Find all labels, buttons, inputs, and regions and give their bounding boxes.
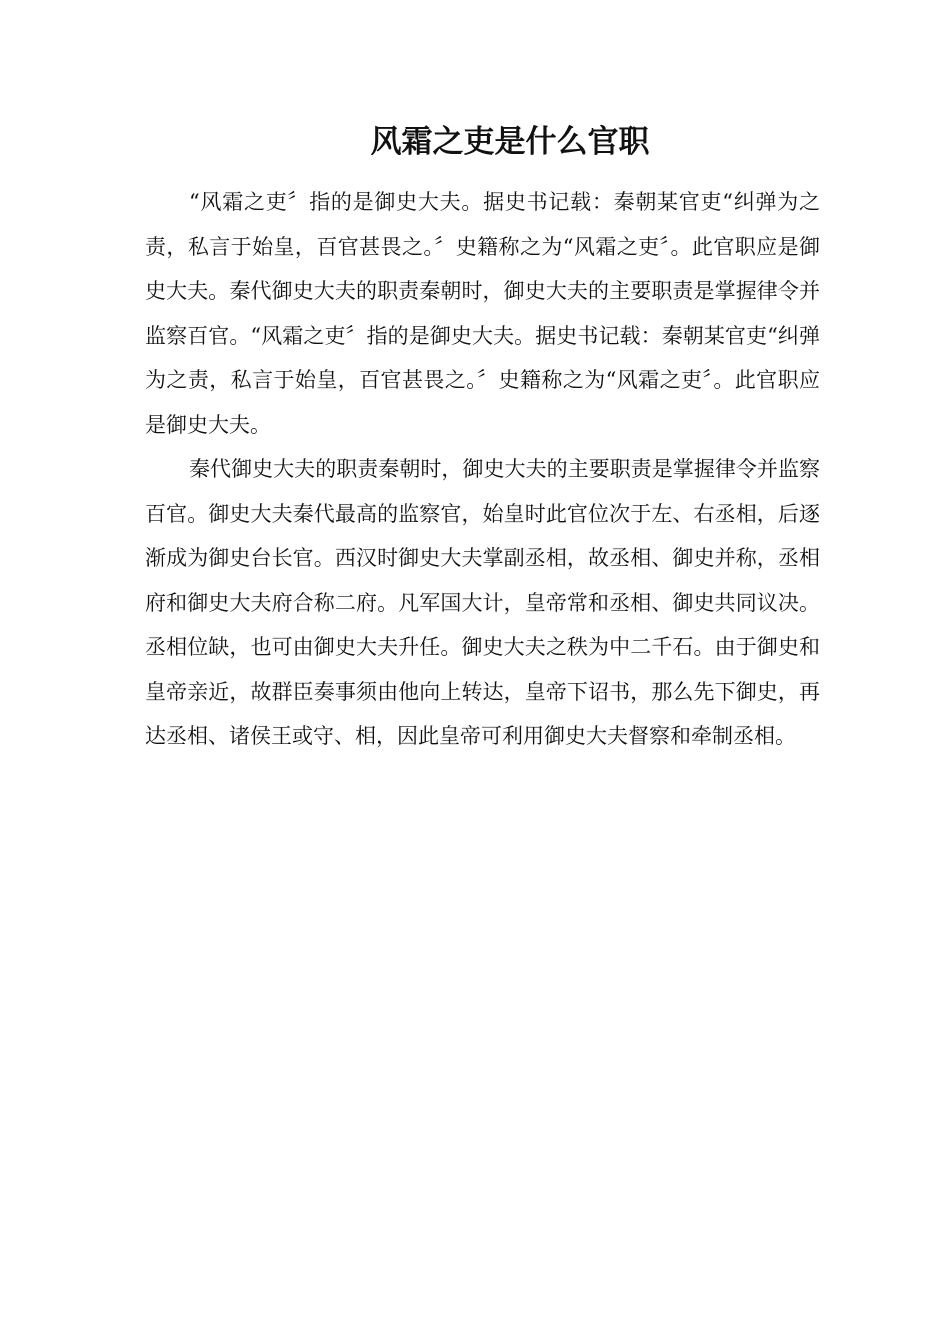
paragraph-1: “风霜之吏〞指的是御史大夫。据史书记载：秦朝某官吏“纠弹为之责，私言于始皇，百官甚畏之。〞史籍称之为“风霜之吏〞。此官职应是御史大夫。秦代御史大夫的职责秦朝时，御史大夫的主要职责是掌握律令并监察百官。“风霜之吏〞指的是御史大夫。据史书记载：秦朝某官吏“纠弹为之责，私言于始皇，百官甚畏之。〞史籍称之为“风霜之吏〞。此官职应是御史大夫。	[145, 190, 820, 437]
document-body	[145, 180, 820, 759]
paragraph-2: 秦代御史大夫的职责秦朝时，御史大夫的主要职责是掌握律令并监察百官。御史大夫秦代最高的监察官，始皇时此官位次于左、右丞相，后逐渐成为御史台长官。西汉时御史大夫掌副丞相，故丞相、御史并称，丞相府和御史大夫府合称二府。凡军国大计，皇帝常和丞相、御史共同议决。丞相位缺，也可由御史大夫升任。御史大夫之秩为中二千石。由于御史和皇帝亲近，故群臣奏事须由他向上转达，皇帝下诏书，那么先下御史，再达丞相、诸侯王或守、相，因此皇帝可利用御史大夫督察和牵制丞相。	[145, 457, 820, 748]
document-title: 风霜之吏是什么官职	[370, 124, 650, 160]
